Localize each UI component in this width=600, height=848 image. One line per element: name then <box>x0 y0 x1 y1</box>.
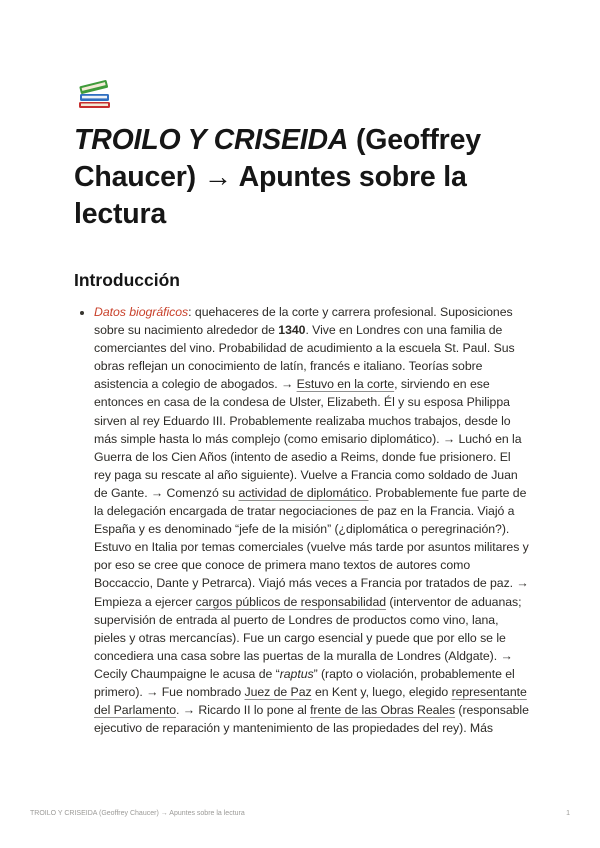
underlined-phrase: Estuvo en la corte <box>296 377 395 392</box>
underlined-phrase: frente de las Obras Reales <box>310 703 456 718</box>
section-heading: Introducción <box>74 270 180 290</box>
highlighted-term: Datos biográficos <box>94 305 189 319</box>
page-title: TROILO Y CRISEIDA (Geoffrey Chaucer) → Apuntes sobre la lectura <box>74 124 481 230</box>
underlined-phrase: cargos públicos de responsabilidad <box>195 594 387 609</box>
underlined-phrase: representante del Parlamento <box>94 684 527 718</box>
page-footer <box>30 810 570 817</box>
page-content <box>74 72 529 737</box>
page-number: 1 <box>566 810 570 817</box>
bold-year: 1340 <box>278 323 306 338</box>
italic-term: raptus <box>279 666 314 681</box>
underlined-phrase: Juez de Paz <box>244 684 312 699</box>
bullet-list <box>74 303 529 737</box>
list-item: • Datos biográficos: quehaceres de la corte y carrera profesional. Suposiciones sobre su nacimiento alrededor de 1340. Vive en Londres con una familia de comerciantes del vino. Probabilidad de acudimiento a la escuela St. Paul. Sus obras reflejan un conocimiento de latín, francés e italiano. Teorías sobre asistencia a colegio de abogados. → Estuvo en la corte, sirviendo en ese entonces en casa de la condesa de Ulster, Elizabeth. Él y su esposa Philippa sirven al rey Eduardo III. Probablemente realizaba muchos trabajos, desde lo más simple hasta lo más complejo (como emisario diplomático). → Luchó en la Guerra de los Cien Años (intento de asedio a Reims, donde fue prisionero. El rey paga su rescate al año siguiente). Vuelve a Francia como soldado de Juan de Gante. → Comenzó su actividad de diplomático. Probablemente fue parte de la delegación encargada de tratar negociaciones de paz en la Francia. Viajó a España y es denominado “jefe de la misión” (¿diplomática o peregrinación?). Estuvo en Italia por temas comerciales (vuelve más tarde por asuntos militares y por eso se cree que conoce de primera mano textos de autores como Boccaccio, Dante y Petrarca). Viajó más veces a Francia por tratados de paz. → Empieza a ejercer cargos públicos de responsabilidad (interventor de aduanas; supervisión de entrada al puerto de Londres de productos como vino, lana, pieles y otras mercancías). Fue un cargo esencial y puede que por ello se le concediera una casa sobre las puertas de la muralla de Londres (Aldgate). → Cecily Chaumpaigne le acusa de “raptus” (rapto o violación, probablemente el primero). → Fue nombrado Juez de Paz en Kent y, luego, elegido representante del Parlamento. → Ricardo II lo pone al frente de las Obras Reales (responsable ejecutivo de reparación y mantenimiento de las propiedades del rey). Más <box>94 303 529 737</box>
underlined-phrase: actividad de diplomático <box>238 485 369 500</box>
books-icon <box>74 72 114 112</box>
footer-title: TROILO Y CRISEIDA (Geoffrey Chaucer) → Apuntes sobre la lectura <box>30 810 245 817</box>
